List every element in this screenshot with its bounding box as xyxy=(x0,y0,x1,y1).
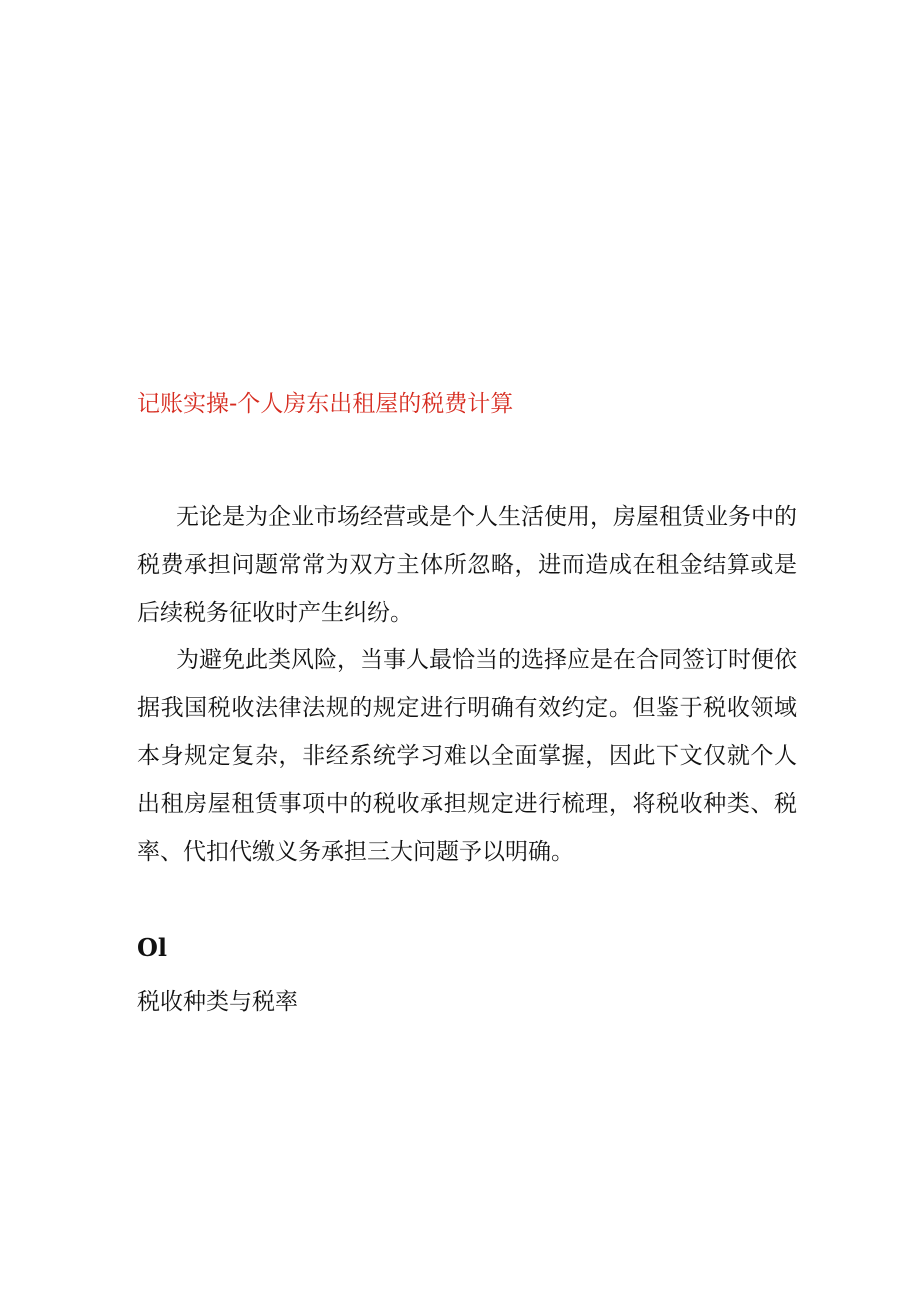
section-title: 税收种类与税率 xyxy=(137,989,298,1015)
body-paragraph-1: 无论是为企业市场经营或是个人生活使用，房屋租赁业务中的税费承担问题常常为双方主体所忽略，进而造成在租金结算或是后续税务征收时产生纠纷。 xyxy=(137,504,797,626)
document-title: 记账实操-个人房东出租屋的税费计算 xyxy=(137,391,514,417)
section-number: Ol xyxy=(137,933,168,962)
body-paragraph-2: 为避免此类风险，当事人最恰当的选择应是在合同签订时便依据我国税收法律法规的规定进行明确有效约定。但鉴于税收领域本身规定复杂，非经系统学习难以全面掌握，因此下文仅就个人出租房屋租赁事项中的税收承担规定进行梳理，将税收种类、税率、代扣代缴义务承担三大问题予以明确。 xyxy=(137,647,797,865)
